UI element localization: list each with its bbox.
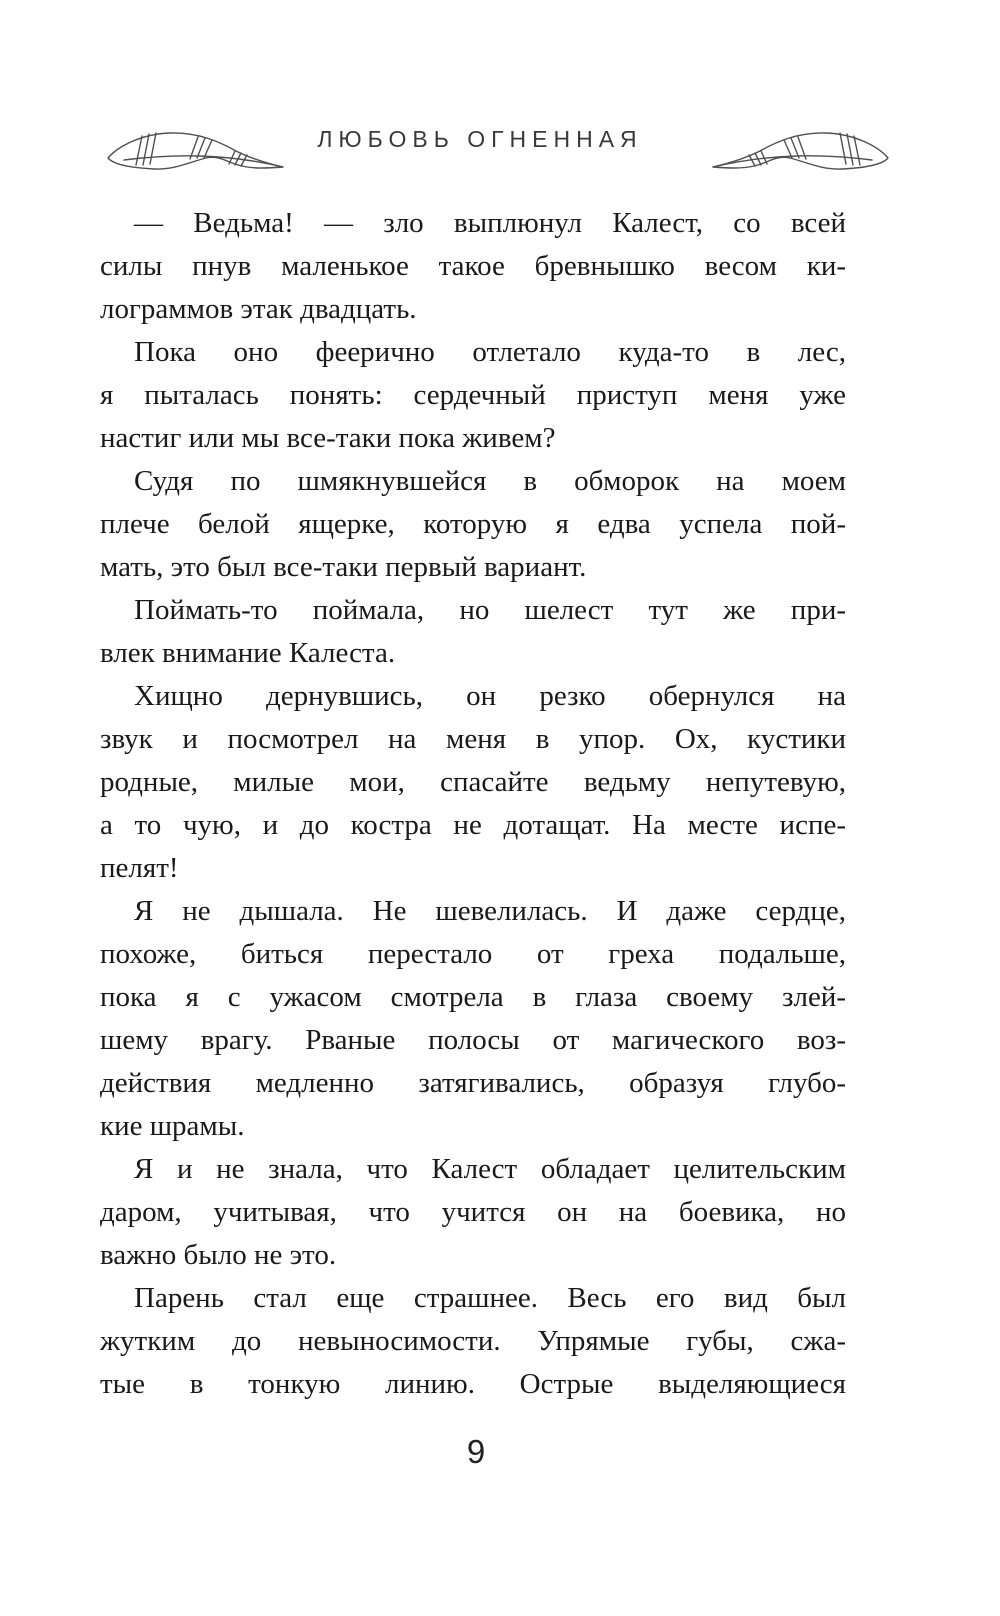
text-line: Я не дышала. Не шевелилась. И даже сердце,	[134, 895, 846, 927]
text-line: мать, это был все-таки первый вариант.	[100, 551, 587, 583]
text-line: влек внимание Калеста.	[100, 637, 396, 669]
text-line: жутким до невыносимости. Упрямые губы, сжа-	[100, 1325, 846, 1357]
text-line: Пока оно феерично отлетало куда-то в лес,	[134, 336, 846, 368]
paragraph	[100, 460, 846, 589]
text-line: похоже, биться перестало от греха подальше,	[100, 938, 846, 970]
page-number: 9	[466, 1433, 486, 1470]
running-head	[0, 0, 1000, 180]
paragraph	[100, 1277, 846, 1406]
text-line: пелят!	[100, 852, 179, 884]
text-line: Я и не знала, что Калест обладает целительским	[134, 1153, 846, 1185]
paragraph	[100, 1148, 846, 1277]
text-line: кие шрамы.	[100, 1110, 245, 1142]
paragraph	[100, 331, 846, 460]
text-line: даром, учитывая, что учится он на боевика, но	[100, 1196, 846, 1228]
text-line: важно было не это.	[100, 1239, 337, 1271]
paragraph	[100, 675, 846, 890]
text-line: силы пнув маленькое такое бревнышко весом ки-	[100, 250, 846, 282]
body-text	[100, 202, 846, 1406]
text-line: — Ведьма! — зло выплюнул Калест, со всей	[134, 207, 846, 239]
text-line: я пыталась понять: сердечный приступ меня уже	[100, 379, 846, 411]
running-head-title: ЛЮБОВЬ ОГНЕННАЯ	[317, 126, 643, 152]
text-line: родные, милые мои, спасайте ведьму непутевую,	[100, 766, 846, 798]
text-line: Поймать-то поймала, но шелест тут же при-	[134, 594, 846, 626]
text-line: Хищно дернувшись, он резко обернулся на	[134, 680, 846, 712]
text-line: Парень стал еще страшнее. Весь его вид был	[134, 1282, 846, 1314]
paragraph	[100, 589, 846, 675]
text-line: Судя по шмякнувшейся в обморок на моем	[134, 465, 846, 497]
text-line: настиг или мы все-таки пока живем?	[100, 422, 556, 454]
text-line: шему врагу. Рваные полосы от магического воз-	[100, 1024, 846, 1056]
feather-icon	[706, 124, 894, 180]
text-line: лограммов этак двадцать.	[100, 293, 417, 325]
text-line: плече белой ящерке, которую я едва успела пой-	[100, 508, 846, 540]
text-line: звук и посмотрел на меня в упор. Ох, кустики	[100, 723, 846, 755]
paragraph	[100, 202, 846, 331]
text-line: а то чую, и до костра не дотащат. На месте испе-	[100, 809, 846, 841]
paragraph	[100, 890, 846, 1148]
text-line: действия медленно затягивались, образуя глубо-	[100, 1067, 846, 1099]
text-line: пока я с ужасом смотрела в глаза своему злей-	[100, 981, 846, 1013]
text-line: тые в тонкую линию. Острые выделяющиеся	[100, 1368, 846, 1400]
